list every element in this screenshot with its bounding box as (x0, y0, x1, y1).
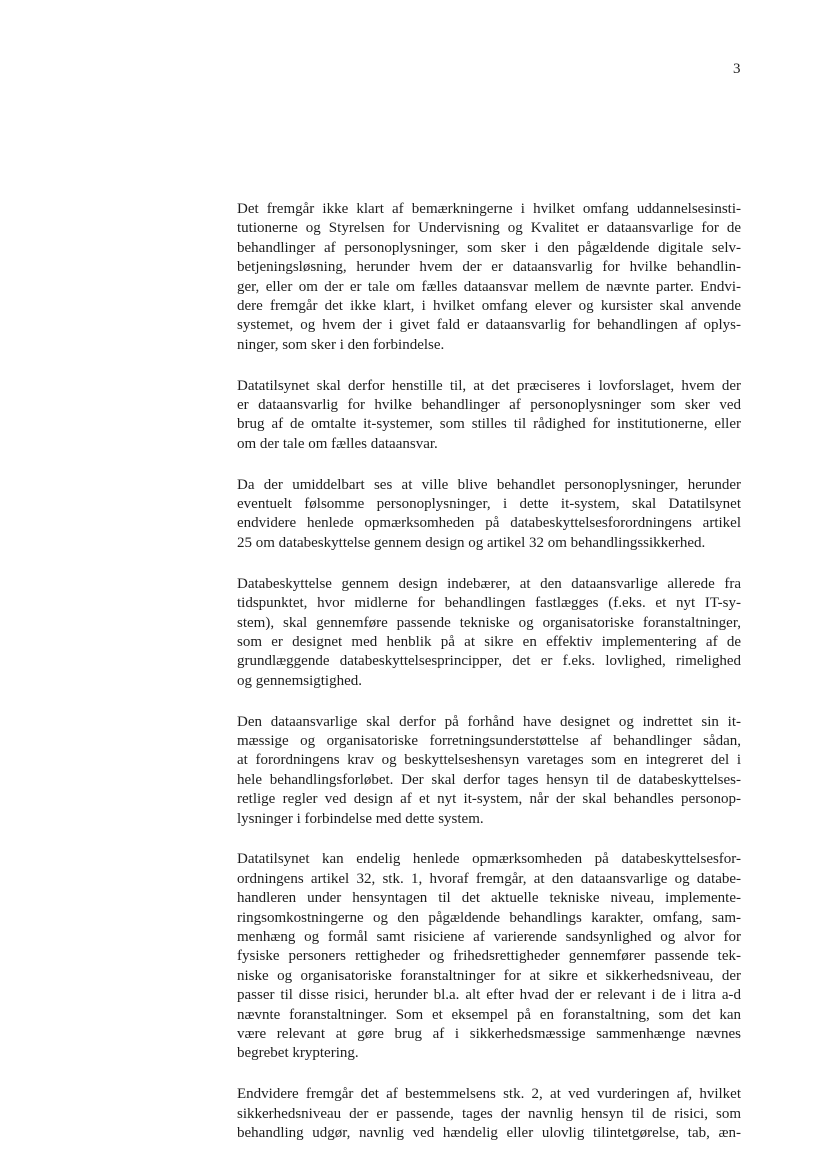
text-line: Endvidere fremgår det af bestemmelsens stk. 2, at ved vurderingen af, hvilket (237, 1086, 741, 1103)
text-line: begrebet kryptering. (237, 1045, 359, 1062)
text-line: mæssige og organisatoriske forretningsunderstøttelse af behandlinger sådan, (237, 732, 741, 749)
text-line: og gennemsigtighed. (237, 672, 362, 689)
text-line: grundlæggende databeskyttelsesprincipper, det er f.eks. lovlighed, rimelighed (237, 653, 741, 670)
text-line: retlige regler ved design af et nyt it-system, når der skal behandles personop- (237, 791, 741, 808)
text-line: om der tale om fælles dataansvar. (237, 435, 438, 452)
text-line: nævnte foranstaltninger. Som et eksempel på en foranstaltning, som det kan (237, 1006, 741, 1023)
text-line: stem), skal gennemføre passende tekniske og organisatoriske foranstaltninger, (237, 614, 741, 631)
text-line: fysiske personers rettigheder og frihedsrettigheder gennemfører passende tek- (237, 948, 741, 965)
text-line: er dataansvarlig for hvilke behandlinger af personoplysninger som sker ved (237, 397, 741, 414)
text-line: behandlinger af personoplysninger, som sker i den pågældende digitale selv- (237, 239, 741, 256)
text-line: brug af de omtalte it-systemer, som stilles til rådighed for institutionerne, eller (237, 416, 741, 433)
paragraph (237, 377, 741, 455)
text-line: endvidere henlede opmærksomheden på databeskyttelsesforordningens artikel (237, 515, 741, 532)
text-line: Det fremgår ikke klart af bemærkningerne i hvilket omfang uddannelsesinsti- (237, 201, 741, 217)
text-line: passer til disse risici, herunder bl.a. alt efter hvad der er relevant i de i litra a-d (237, 987, 741, 1004)
text-line: at forordningens krav og beskyttelseshensyn varetages som en integreret del i (237, 752, 741, 769)
text-line: tutionerne og Styrelsen for Undervisning og Kvalitet er dataansvarlige for de (237, 220, 741, 237)
text-line: tidspunktet, hvor midlerne for behandlingen fastlægges (f.eks. et nyt IT-sy- (237, 595, 741, 612)
text-line: ger, eller om der er tale om fælles dataansvar mellem de nævnte parter. Endvi- (237, 278, 741, 295)
paragraph (237, 1085, 741, 1143)
text-line: lysninger i forbindelse med dette system. (237, 810, 484, 827)
text-line: menhæng og formål samt risiciene af varierende sandsynlighed og alvor for (237, 929, 741, 945)
text-line: niske og organisatoriske foranstaltninger for at sikre et sikkerhedsniveau, der (237, 967, 741, 984)
text-line: Den dataansvarlige skal derfor på forhånd have designet og indrettet sin it- (237, 713, 741, 730)
text-line: sikkerhedsniveau der er passende, tages der navnlig hensyn til de risici, som (237, 1105, 741, 1122)
text-line: eventuelt følsomme personoplysninger, i dette it-system, skal Datatilsynet (237, 496, 741, 513)
text-line: Datatilsynet skal derfor henstille til, at det præciseres i lovforslaget, hvem der (237, 377, 741, 394)
paragraph (237, 476, 741, 554)
text-line: ringsomkostningerne og den pågældende behandlings karakter, omfang, sam- (237, 909, 741, 926)
text-line: handleren under hensyntagen til det aktuelle tekniske niveau, implemente- (237, 890, 741, 907)
text-line: dere fremgår det ikke klart, i hvilket omfang elever og kursister skal anvende (237, 297, 741, 314)
text-line: Datatilsynet kan endelig henlede opmærksomheden på databeskyttelsesfor- (237, 851, 741, 868)
page-number: 3 (733, 61, 741, 77)
text-line: ninger, som sker i den forbindelse. (237, 336, 445, 353)
paragraph (237, 200, 741, 355)
document-body (237, 200, 741, 1165)
text-line: betjeningsløsning, herunder hvem der er dataansvarlig for hvilke behandlin- (237, 259, 741, 276)
text-line: systemet, og hvem der i givet fald er dataansvarlig for behandlingen af oplys- (237, 317, 741, 334)
paragraph (237, 850, 741, 1063)
paragraph (237, 575, 741, 691)
text-line: Da der umiddelbart ses at ville blive behandlet personoplysninger, herunder (237, 476, 741, 493)
text-line: være relevant at gøre brug af i sikkerhedsmæssige sammenhænge nævnes (237, 1025, 741, 1042)
text-line: som er designet med henblik på at sikre en effektiv implementering af de (237, 633, 741, 650)
text-line: Databeskyttelse gennem design indebærer, at den dataansvarlige allerede fra (237, 575, 741, 592)
text-line: 25 om databeskyttelse gennem design og artikel 32 om behandlingssikkerhed. (237, 534, 706, 551)
text-line: hele behandlingsforløbet. Der skal derfor tages hensyn til de databeskyttelses- (237, 771, 741, 788)
paragraph (237, 713, 741, 829)
text-line: behandling udgør, navnlig ved hændelig eller ulovlig tilintetgørelse, tab, æn- (237, 1125, 741, 1142)
text-line: ordningens artikel 32, stk. 1, hvoraf fremgår, at den dataansvarlige og databe- (237, 870, 741, 887)
